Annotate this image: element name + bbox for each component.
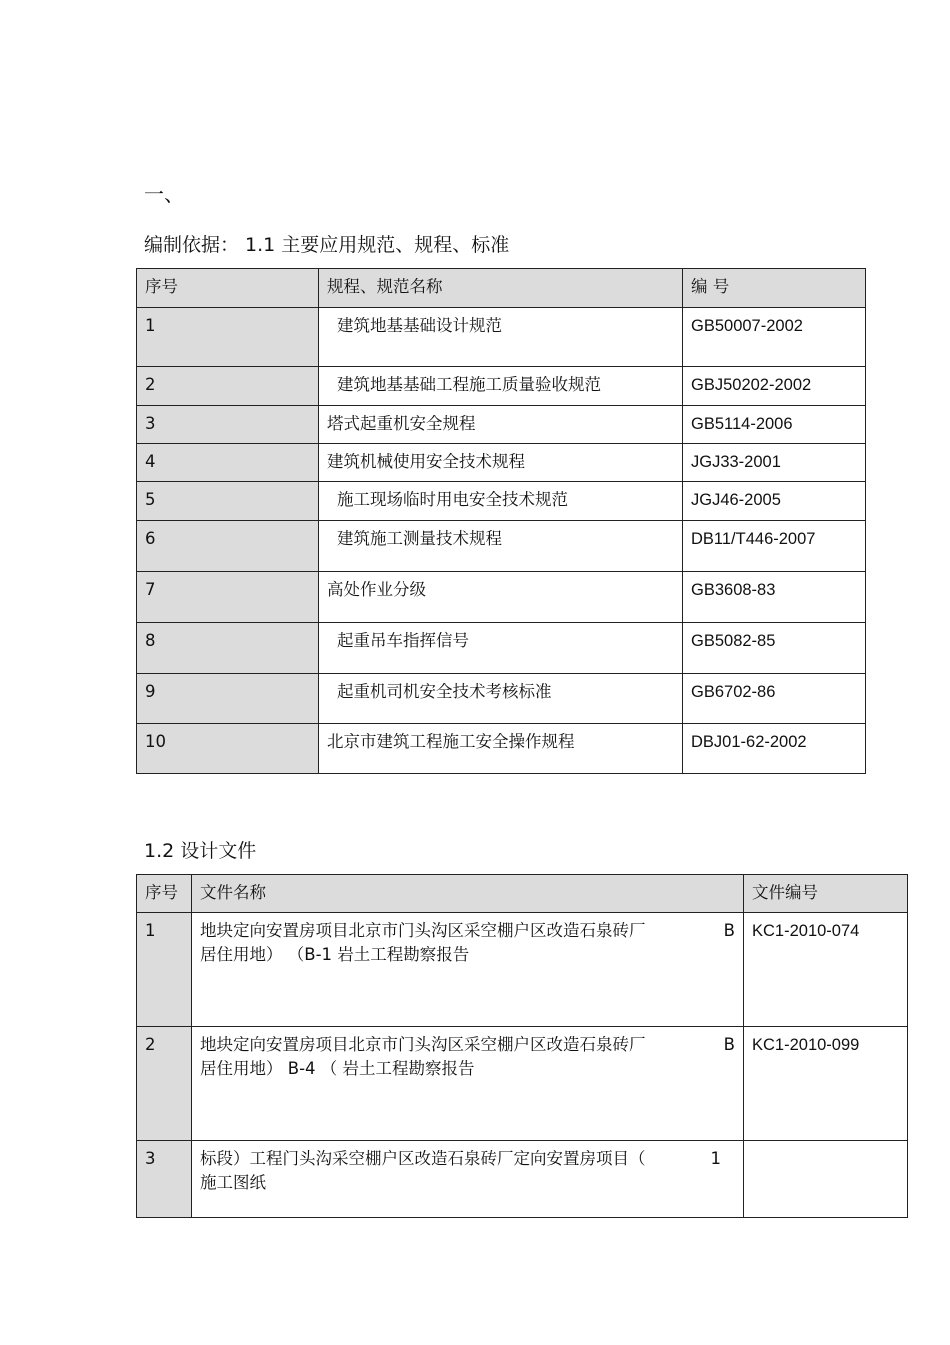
row-code: GBJ50202-2002 <box>683 367 866 406</box>
row-name <box>319 367 683 406</box>
row-name: 北京市建筑工程施工安全操作规程 <box>319 724 683 774</box>
row-no: 3 <box>137 406 319 444</box>
row-code: DBJ01-62-2002 <box>683 724 866 774</box>
row-name-text: 建筑地基基础设计规范 <box>337 316 502 335</box>
section-heading: 一、 <box>144 182 184 206</box>
row-name-line-2: 施工图纸 <box>200 1173 266 1192</box>
row-name <box>319 674 683 724</box>
row-code <box>744 1141 908 1218</box>
row-code: KC1-2010-074 <box>744 913 908 1027</box>
table-row <box>137 724 866 774</box>
row-name <box>192 1141 744 1218</box>
row-code: GB6702-86 <box>683 674 866 724</box>
row-name-line-2: 居住用地） （B-1 岩土工程勘察报告 <box>200 945 470 964</box>
row-no: 2 <box>137 1027 192 1141</box>
standards-table <box>136 268 866 774</box>
row-no: 2 <box>137 367 319 406</box>
section-1-title: 编制依据： 1.1 主要应用规范、规程、标准 <box>144 234 510 256</box>
row-name <box>319 482 683 521</box>
row-name-text: 地块定向安置房项目北京市门头沟区采空棚户区改造石泉砖厂 <box>200 1035 646 1054</box>
design-files-table <box>136 874 908 1218</box>
row-no: 9 <box>137 674 319 724</box>
row-code: JGJ46-2005 <box>683 482 866 521</box>
row-code: JGJ33-2001 <box>683 444 866 482</box>
row-name-tail: 1 <box>710 1149 721 1168</box>
row-code: GB50007-2002 <box>683 308 866 367</box>
row-no: 1 <box>137 308 319 367</box>
table-row <box>137 367 866 406</box>
row-name-text: 地块定向安置房项目北京市门头沟区采空棚户区改造石泉砖厂 <box>200 921 646 940</box>
row-name-text: 起重机司机安全技术考核标准 <box>337 682 552 701</box>
row-name-tail: B <box>723 921 735 940</box>
row-name-text: 标段）工程门头沟采空棚户区改造石泉砖厂定向安置房项目（ <box>200 1149 646 1168</box>
row-no: 7 <box>137 572 319 623</box>
row-name-line-2: 居住用地） B-4 （ 岩土工程勘察报告 <box>200 1059 475 1078</box>
table-row <box>137 1141 908 1218</box>
table-row <box>137 308 866 367</box>
row-name: 塔式起重机安全规程 <box>319 406 683 444</box>
row-name-line-1 <box>200 1147 735 1171</box>
header-code: 文件编号 <box>744 875 908 913</box>
header-name: 文件名称 <box>192 875 744 913</box>
row-name <box>319 521 683 572</box>
row-no: 5 <box>137 482 319 521</box>
header-no: 序号 <box>137 875 192 913</box>
header-no: 序号 <box>137 269 319 308</box>
row-name <box>319 623 683 674</box>
table-header-row <box>137 269 866 308</box>
table-header-row <box>137 875 908 913</box>
row-no: 3 <box>137 1141 192 1218</box>
row-no: 8 <box>137 623 319 674</box>
table-row <box>137 674 866 724</box>
header-code: 编 号 <box>683 269 866 308</box>
row-no: 1 <box>137 913 192 1027</box>
row-code: KC1-2010-099 <box>744 1027 908 1141</box>
row-name <box>192 1027 744 1141</box>
header-name: 规程、规范名称 <box>319 269 683 308</box>
row-name-text: 建筑施工测量技术规程 <box>337 529 502 548</box>
row-name-line-1 <box>200 1033 735 1057</box>
row-name-text: 起重吊车指挥信号 <box>337 631 469 650</box>
table-row <box>137 444 866 482</box>
table-row <box>137 913 908 1027</box>
row-no: 10 <box>137 724 319 774</box>
row-name-line-1 <box>200 919 735 943</box>
table-row <box>137 482 866 521</box>
row-no: 6 <box>137 521 319 572</box>
row-name <box>192 913 744 1027</box>
row-code: GB3608-83 <box>683 572 866 623</box>
table-row <box>137 406 866 444</box>
row-no: 4 <box>137 444 319 482</box>
row-name-tail: B <box>723 1035 735 1054</box>
row-name-text: 施工现场临时用电安全技术规范 <box>337 490 568 509</box>
row-code: GB5082-85 <box>683 623 866 674</box>
table-row <box>137 623 866 674</box>
table-row <box>137 521 866 572</box>
table-row <box>137 1027 908 1141</box>
row-name-text: 建筑地基基础工程施工质量验收规范 <box>337 375 601 394</box>
row-name: 建筑机械使用安全技术规程 <box>319 444 683 482</box>
section-2-title: 1.2 设计文件 <box>144 840 257 862</box>
row-code: DB11/T446-2007 <box>683 521 866 572</box>
row-code: GB5114-2006 <box>683 406 866 444</box>
row-name <box>319 308 683 367</box>
row-name: 高处作业分级 <box>319 572 683 623</box>
table-row <box>137 572 866 623</box>
